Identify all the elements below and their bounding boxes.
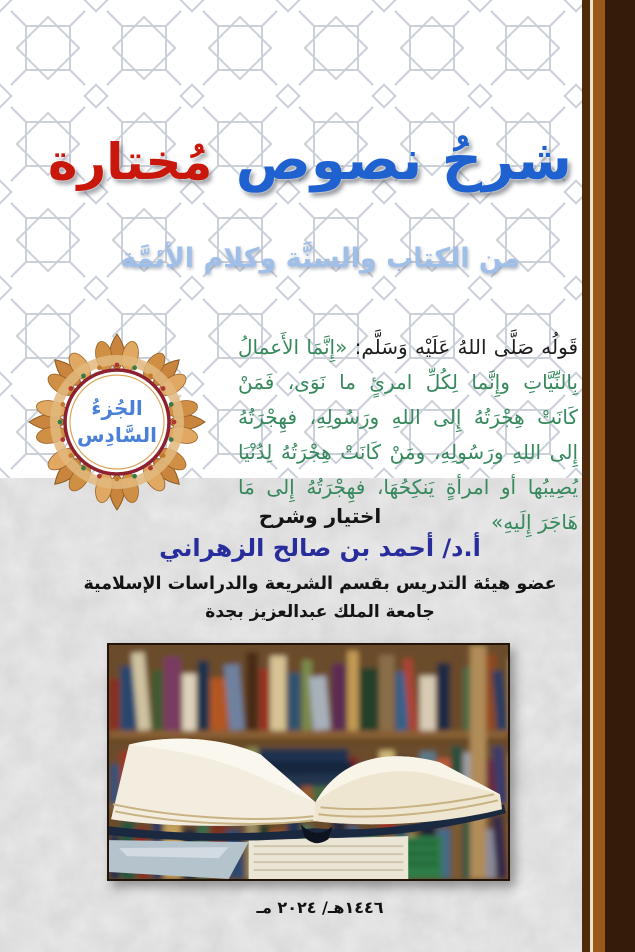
book-subtitle: من الكتاب والسنَّة وكلام الأئمَّة: [120, 243, 520, 274]
part-word: الجُزءُ: [91, 396, 143, 420]
part-number-medallion: [28, 333, 206, 511]
author-name: أ.د/ أحمد بن صالح الزهراني: [159, 534, 481, 562]
hadith-quote: «إِنَّمَا الأَعمالُ بِالنِّيَّاتِ وإِنَّما لِكُلِّ امرئٍ ما نَوَى، فَمَنْ كَانَتْ هِجْرَتُهُ إِلى اللهِ ورَسُولِهِ، فهِجْرَتُهُ إِلى اللهِ ورَسُولِهِ، ومَنْ كَانَتْ هِجْرَتُهُ لِدُنْيَا يُصِيبُها أو امرأةٍ يَنكِحُهَا، فهِجْرَتُهُ إِلى مَا هَاجَرَ إِلَيهِ»: [238, 335, 578, 534]
selection-label: اختيار وشرح: [258, 504, 382, 528]
stripe-orange-brown: [593, 0, 605, 952]
open-book-photo-graphic: [109, 645, 508, 879]
hadith-intro: قَولُه صَلَّى اللهُ عَلَيْه وَسَلَّم:: [354, 335, 579, 359]
title-accent-word: مُختارة: [48, 133, 213, 191]
part-ordinal: السَّادِس: [76, 423, 158, 447]
stripe-darkest-brown: [605, 0, 635, 952]
library-book-photo: [107, 643, 510, 881]
part-number-label: [28, 333, 206, 511]
stripe-dark-brown: [582, 0, 590, 952]
book-title: [40, 128, 580, 193]
publication-date: ١٤٤٦هـ/ ٢٠٢٤ مـ: [256, 898, 384, 917]
author-university: جامعة الملك عبدالعزيز بجدة: [205, 602, 435, 622]
author-affiliation: عضو هيئة التدريس بقسم الشريعة والدراسات الإسلامية: [83, 574, 557, 594]
spine-stripe: [582, 0, 635, 952]
title-main-words: شرحُ نصوص: [235, 128, 572, 193]
